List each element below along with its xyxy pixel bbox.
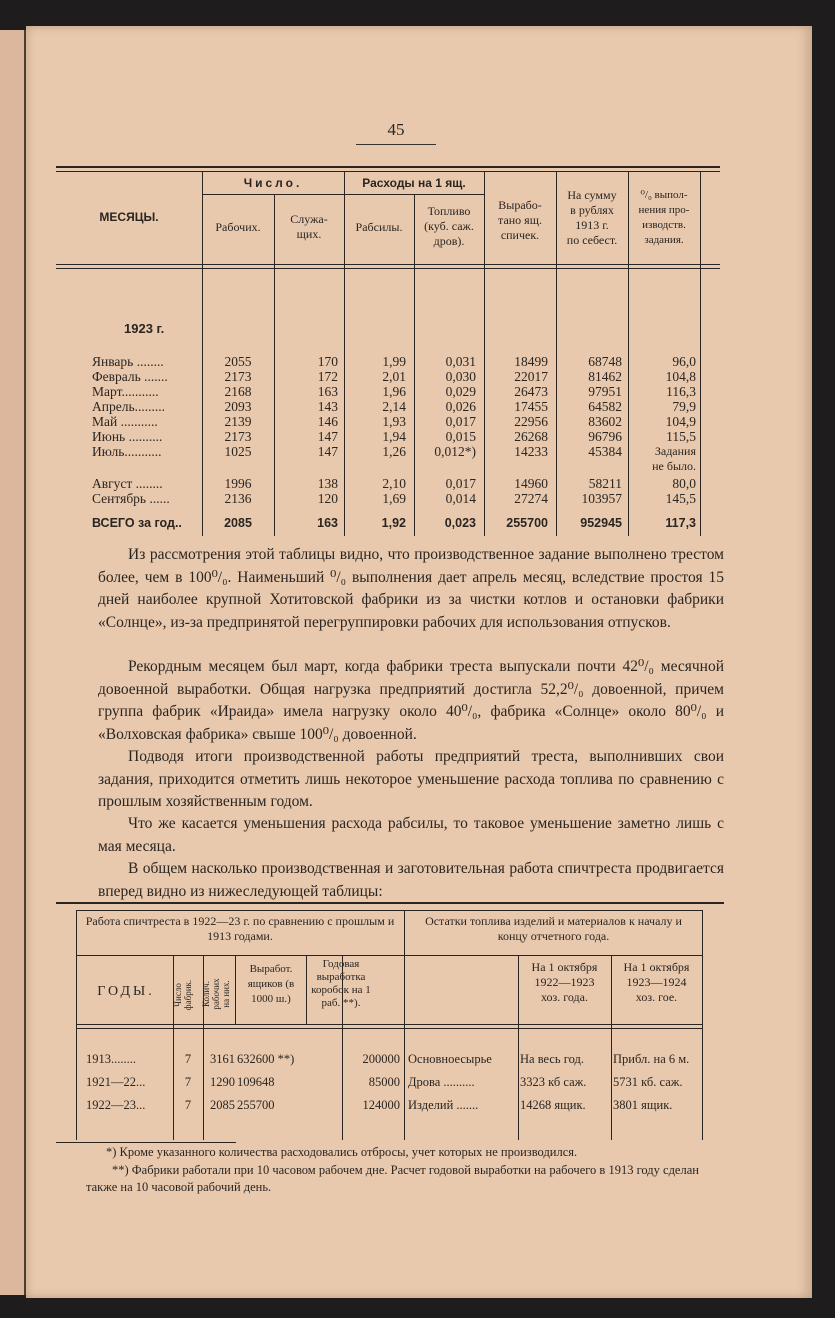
header-employees: Служа- щих.: [290, 212, 328, 241]
table2-cell-factories: 7: [184, 1075, 192, 1089]
cell-month: Август ........: [92, 476, 163, 491]
header-workers: Рабочих.: [215, 220, 261, 234]
table-row: [56, 491, 726, 506]
cell-employees: 138: [317, 476, 338, 491]
cell-labor: 1,26: [382, 444, 406, 459]
table2-cell-year: 1921—22...: [86, 1075, 146, 1089]
table2-cell-oct1923: 3801 ящик.: [613, 1098, 673, 1112]
cell-workers: 2173: [224, 429, 252, 444]
table-row: [56, 414, 726, 429]
total-produced: 255700: [506, 516, 548, 530]
cell-labor: 1,94: [382, 429, 406, 444]
cell-sum: 81462: [588, 369, 622, 384]
cell-produced: 26473: [514, 384, 548, 399]
cell-fuel: 0,012*): [434, 444, 476, 459]
header-output: Выработ. ящиков (в 1000 ш.): [247, 963, 295, 1005]
cell-employees: 170: [317, 354, 338, 369]
cell-month: Сентябрь ......: [92, 491, 170, 506]
cell-employees: 163: [317, 384, 338, 399]
cell-month: Март...........: [92, 384, 159, 399]
cell-pct: 80,0: [672, 476, 696, 491]
cell-month: Июнь ..........: [92, 429, 163, 444]
cell-pct: Задания: [654, 444, 696, 458]
total-employees: 163: [317, 516, 338, 530]
header-years: ГОДЫ.: [97, 984, 155, 999]
paragraph-3: Подводя итоги производственной работы предприятий треста, выполнивших свои задания, приходится отметить лишь некоторое уменьшение расхода топлива по сравнению с прошлым хозяйственным годом.: [98, 748, 724, 810]
cell-produced: 18499: [514, 354, 548, 369]
table2-cell-output: 109648: [237, 1075, 275, 1089]
footnote-1: *) Кроме указанного количества расходовались отбросы, учет которых не производился.: [106, 1145, 578, 1159]
cell-produced: 22017: [514, 369, 548, 384]
table-row: [56, 429, 726, 444]
cell-fuel: 0,017: [445, 414, 476, 429]
trust-work-table: [56, 902, 736, 1182]
table-row: [56, 459, 726, 474]
table2-cell-oct1923: Прибл. на 6 м.: [613, 1052, 690, 1066]
cell-pct: 115,5: [666, 429, 696, 444]
cell-labor: 1,99: [382, 354, 406, 369]
cell-employees: 172: [317, 369, 338, 384]
cell-pct: 79,9: [672, 399, 696, 414]
table2-cell-output: 632600 **): [237, 1052, 295, 1066]
cell-pct: 104,9: [665, 414, 696, 429]
table2-cell-workers: 2085: [210, 1098, 235, 1112]
table2-cell-oct1923: 5731 кб. саж.: [613, 1075, 683, 1089]
cell-fuel: 0,029: [445, 384, 476, 399]
cell-produced: 26268: [514, 429, 548, 444]
table-row: [56, 384, 726, 399]
paragraph-4: Что же касается уменьшения расхода рабсилы, то таковое уменьшение заметно лишь с мая месяца.: [98, 815, 724, 855]
cell-workers: 2173: [224, 369, 252, 384]
header-month: МЕСЯЦЫ.: [99, 210, 159, 224]
total-labor: 1,92: [381, 516, 406, 530]
paragraph-1: Из рассмотрения этой таблицы видно, что производственное задание выполнено трестом более, чем в 100⁰/₀. Наименьший ⁰/₀ выполнения дает апрель месяц, вследствие простоя 15 дней наиболее крупной Хотитовской фабрики из за чистки котлов и остановки фабрики «Солнце», из-за предпринятой перегруппировки рабочих для использования отпусков.: [98, 546, 724, 631]
cell-produced: 27274: [514, 491, 548, 506]
table2-cell-annual: 200000: [362, 1052, 400, 1066]
cell-labor: 1,93: [382, 414, 406, 429]
total-pct: 117,3: [665, 516, 696, 530]
cell-month: Апрель.........: [92, 399, 165, 414]
table2-cell-item: Дрова ..........: [408, 1075, 475, 1089]
header-annual: Годовая выработка коробок на 1 раб. **).: [311, 958, 371, 1009]
cell-produced: 22956: [514, 414, 548, 429]
table-row: [56, 369, 726, 384]
cell-pct: не было.: [652, 459, 696, 473]
cell-workers: 2093: [224, 399, 252, 414]
table-row: [56, 399, 726, 414]
cell-pct: 104,8: [665, 369, 696, 384]
book-page: [26, 26, 812, 1298]
cell-month: Май ...........: [92, 414, 158, 429]
year-label: 1923 г.: [124, 321, 165, 336]
cell-employees: 147: [317, 429, 338, 444]
table2-cell-oct1922: На весь год.: [520, 1052, 584, 1066]
cell-labor: 1,96: [382, 384, 406, 399]
cell-labor: 2,01: [382, 369, 406, 384]
table2-row: [56, 1075, 736, 1090]
table2-right-title: Остатки топлива изделий и материалов к началу и концу отчетного года.: [425, 914, 682, 943]
header-workers-2: Колич. рабочих на них.: [201, 978, 231, 1010]
table-row: [56, 354, 726, 369]
header-labor: Рабсилы.: [355, 220, 403, 234]
total-workers: 2085: [224, 516, 252, 530]
cell-workers: 2139: [224, 414, 252, 429]
cell-pct: 145,5: [665, 491, 696, 506]
total-sum: 952945: [580, 516, 622, 530]
table2-cell-workers: 1290: [210, 1075, 235, 1089]
paragraph-5: В общем насколько производственная и заготовительная работа спичтреста продвигается вперед видно из нижеследующей таблицы:: [98, 860, 724, 900]
table2-cell-year: 1922—23...: [86, 1098, 146, 1112]
table2-cell-item: Изделий .......: [408, 1098, 479, 1112]
cell-sum: 64582: [588, 399, 622, 414]
page-number: 45: [387, 120, 405, 139]
cell-produced: 14233: [514, 444, 548, 459]
cell-fuel: 0,014: [445, 491, 476, 506]
table-top-rule: [56, 166, 720, 168]
book-spine: [0, 30, 26, 1295]
cell-sum: 83602: [588, 414, 622, 429]
cell-fuel: 0,026: [445, 399, 476, 414]
cell-month: Январь ........: [92, 354, 164, 369]
cell-fuel: 0,030: [445, 369, 476, 384]
cell-produced: 14960: [514, 476, 548, 491]
total-month: ВСЕГО за год..: [92, 516, 182, 530]
cell-produced: 17455: [514, 399, 548, 414]
header-costs-group: Расходы на 1 ящ.: [362, 176, 466, 190]
table2-cell-annual: 124000: [362, 1098, 400, 1112]
cell-employees: 146: [317, 414, 338, 429]
header-count-group: Число.: [243, 176, 303, 190]
header-rule: [56, 264, 720, 265]
cell-month: Февраль .......: [92, 369, 168, 384]
table2-cell-factories: 7: [184, 1098, 192, 1112]
cell-pct: 116,3: [666, 384, 696, 399]
total-fuel: 0,023: [444, 516, 476, 530]
cell-workers: 2168: [224, 384, 252, 399]
cell-sum: 96796: [588, 429, 622, 444]
cell-fuel: 0,031: [445, 354, 476, 369]
cell-fuel: 0,017: [445, 476, 476, 491]
cell-fuel: 0,015: [445, 429, 476, 444]
cell-sum: 68748: [588, 354, 622, 369]
table-row: [56, 476, 726, 491]
cell-pct: 96,0: [672, 354, 696, 369]
cell-labor: 2,14: [382, 399, 406, 414]
cell-employees: 143: [317, 399, 338, 414]
table2-cell-factories: 7: [184, 1052, 192, 1066]
cell-month: Июль...........: [92, 444, 162, 459]
cell-sum: 45384: [588, 444, 622, 459]
table2-cell-oct1922: 14268 ящик.: [520, 1098, 586, 1112]
paragraph-2: Рекордным месяцем был март, когда фабрики треста выпускали почти 42⁰/₀ месячной довоенной выработки. Общая нагрузка предприятий достигла 52,2⁰/₀ довоенной, причем группа фабрик «Ираида» имела нагрузку около 40⁰/₀, фабрика «Солнце» около 80⁰/₀ и «Волховская фабрика» свыше 100⁰/₀ довоенной.: [98, 658, 724, 743]
cell-sum: 58211: [588, 476, 622, 491]
header-oct-1922: На 1 октября 1922—1923 хоз. года.: [531, 960, 598, 1004]
table2-left-title: Работа спичтреста в 1922—23 г. по сравнению с прошлым и 1913 годами.: [85, 914, 395, 943]
page-number-rule: [356, 144, 436, 145]
table2-cell-workers: 3161: [210, 1052, 235, 1066]
header-factories: Число фабрик.: [173, 979, 193, 1011]
cell-employees: 120: [317, 491, 338, 506]
monthly-production-table: [56, 166, 726, 536]
footnote-2: **) Фабрики работали при 10 часовом рабочем дне. Расчет годовой выработки на рабочего в 1913 году сделан также на 10 часовой рабочий день.: [86, 1163, 699, 1194]
cell-employees: 147: [317, 444, 338, 459]
header-fuel: Топливо (куб. саж. дров).: [424, 204, 474, 248]
table2-cell-year: 1913........: [86, 1052, 136, 1066]
table2-cell-annual: 85000: [368, 1075, 400, 1089]
header-produced: Вырабо- тано ящ. спичек.: [498, 198, 542, 242]
header-pct: ⁰/₀ выпол- нения про- изводств. задания.: [638, 189, 690, 246]
table2-row: [56, 1052, 736, 1067]
table2-cell-oct1922: 3323 кб саж.: [520, 1075, 587, 1089]
cell-labor: 1,69: [382, 491, 406, 506]
cell-workers: 2136: [224, 491, 252, 506]
table2-cell-item: Основноесырье: [408, 1052, 492, 1066]
cell-workers: 1996: [224, 476, 252, 491]
cell-workers: 2055: [224, 354, 252, 369]
table-row: [56, 444, 726, 459]
header-oct-1923: На 1 октября 1923—1924 хоз. гое.: [623, 960, 690, 1004]
cell-workers: 1025: [224, 444, 252, 459]
cell-sum: 97951: [588, 384, 622, 399]
cell-labor: 2,10: [382, 476, 406, 491]
table2-cell-output: 255700: [237, 1098, 275, 1112]
table2-row: [56, 1098, 736, 1113]
total-row: [56, 516, 726, 531]
cell-sum: 103957: [581, 491, 622, 506]
header-sum: На сумму в рублях 1913 г. по себест.: [566, 188, 618, 247]
